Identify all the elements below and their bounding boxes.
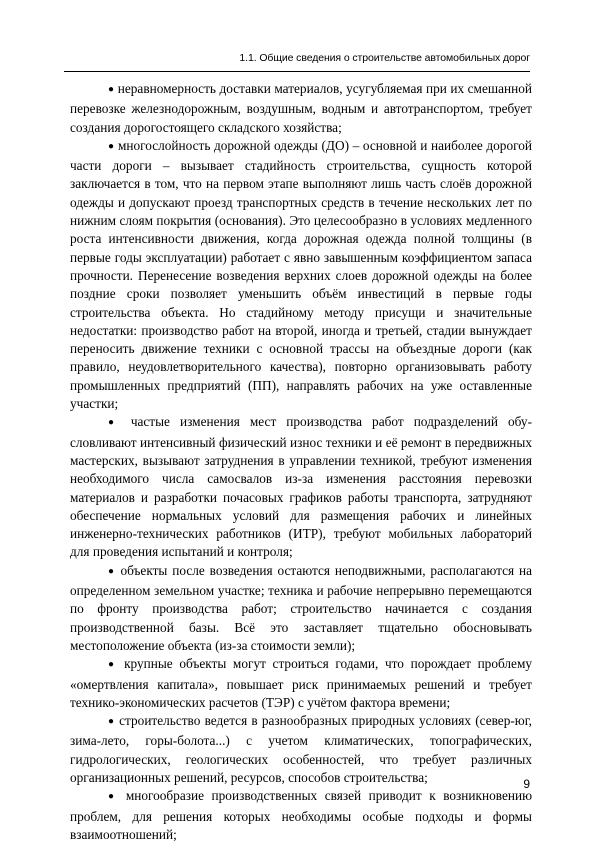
body-text [70,80,532,844]
paragraph-text: строительство ведется в разнообразных природных условиях (север-юг, зима-лето, горы-болота...) с учетом климатических, топографических, гидрологических, геологических особенностей, что требует различных организационных решений, ресурсов, способов строительства; [70,713,532,785]
paragraph [70,712,532,787]
bullet-icon: ● [108,791,119,803]
bullet-icon: ● [108,565,116,577]
paragraph [70,80,532,137]
page-number: 9 [523,777,530,791]
paragraph-text: крупные объекты могут строиться годами, что порождает проблему «омертвления капитала», повышает риск принимаемых решений и требует технико-экономических расчетов (ТЭР) с учётом фактора времени; [70,656,533,710]
paragraph [70,137,532,413]
paragraph [70,413,532,561]
paragraph [70,655,532,712]
bullet-icon: ● [108,140,115,152]
running-header: 1.1. Общие сведения о строительстве автомобильных дорог [239,52,530,64]
paragraph-text: многослойность дорожной одежды (ДО) – основной и наиболее дорогой части дороги – вызывает стадийность строительства, сущность которой заключается в том, что на первом этапе выполняют лишь часть слоёв дорожной одежды и допускают проезд транспортных средств в течение нескольких лет по нижним слоям покрытия (основания). Это целесообразно в условиях медленного роста интенсивности движения, когда дорожная одежда полной толщины (в первые годы эксплуатации) работает с явно завышенным коэффициентом запаса прочности. Перенесение возведения верхних слоев дорожной одежды на более поздние сроки позволяет уменьшить объём инвестиций в первые годы строительства объекта. Но стадийному методу присущи и значительные недостатки: производство работ на второй, иногда и третьей, стадии вынуждает переносить движение техники с основной трассы на объездные дороги (как правило, неудовлетворительного качества), повторно организовывать работу промышленных предприятий (ПП), направлять рабочих на уже оставленные участки; [70,137,532,412]
paragraph-text: многообразие производственных связей приводит к возникновению проблем, для решения которых необходимы особые подходы и формы взаимоотношений; [70,788,533,842]
bullet-icon: ● [108,716,115,728]
bullet-icon: ● [108,84,115,95]
paragraph [70,787,532,844]
paragraph-text: неравномерность доставки материалов, усугубляемая при их смешанной перевозке железнодорожным, воздушным, водным и автотранспортом, требует создания дорогостоящего складского хозяйства; [70,81,532,135]
paragraph-text: объекты после возведения остаются неподвижными, располагаются на определенном земельном участке; техника и рабочие непрерывно перемещаются по фронту производства работ; строительство начинается с создания производственной базы. Всё это заставляет тщательно обосновывать местоположение объекта (из-за стоимости земли); [70,562,532,653]
paragraph-text: частые изменения мест производства работ подразделений обусловливают интенсивный физический износ техники и её ремонт в передвижных мастерских, вызывают затруднения в управлении техникой, требуют изменения необходимого числа самосвалов из-за изменения расстояния перевозки материалов и разработки почасовых графиков работы транспорта, затрудняют обеспечение нормальных условий для размещения рабочих и линейных инженерно-технических работников (ИТР), требуют мобильных лабораторий для проведения испытаний и контроля; [70,414,532,560]
bullet-icon: ● [108,659,118,671]
paragraph [70,562,532,655]
header-rule [64,71,530,72]
bullet-icon: ● [108,417,121,429]
